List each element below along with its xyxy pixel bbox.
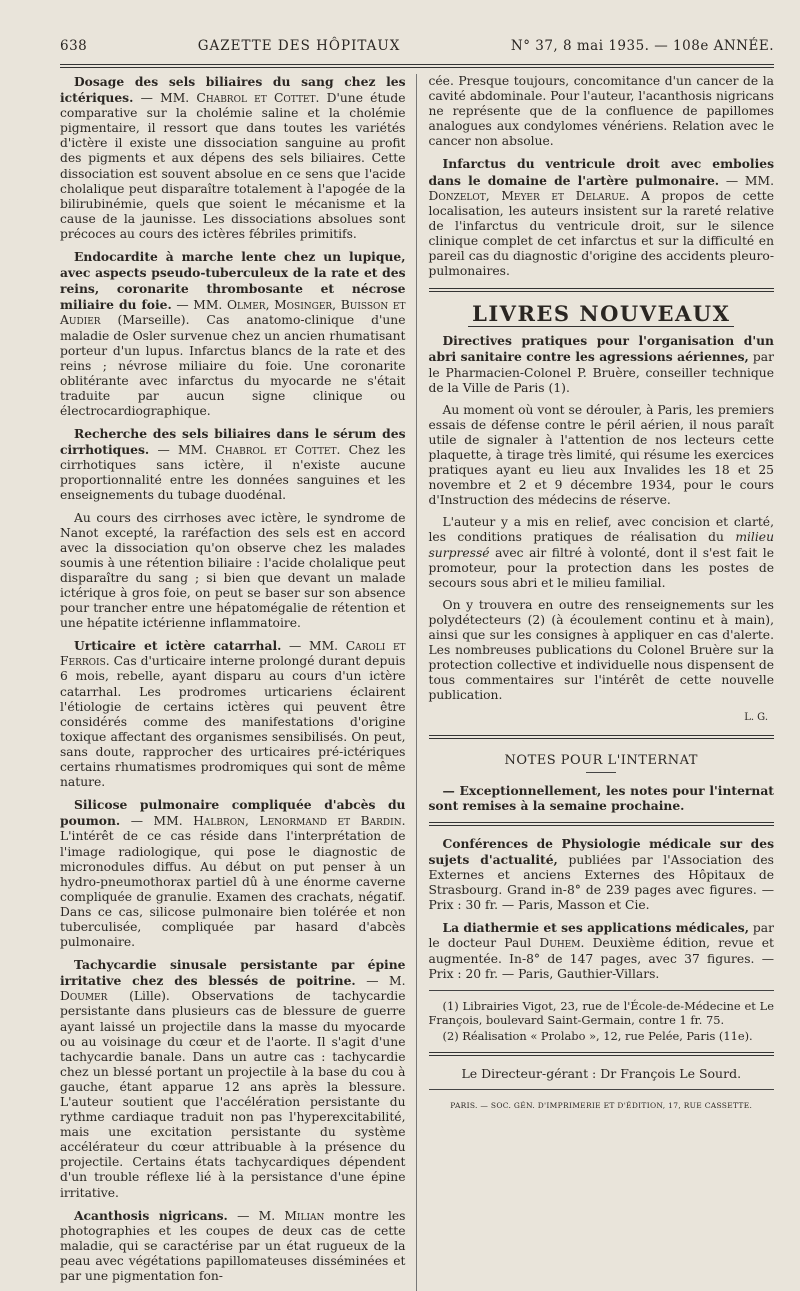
- footnote-2: (2) Réalisation « Prolabo », 12, rue Pelée, Paris (11e).: [442, 1028, 753, 1043]
- article-authors: M. Doumer: [60, 974, 406, 1004]
- section-separator: [429, 1052, 775, 1056]
- book-description: Deuxième édition, revue et augmentée. In-8° de 147 pages, avec 37 figures. — Prix : 20 fr. — Paris, Gauthier-Villars.: [428, 936, 774, 981]
- printer-imprint: PARIS. — SOC. GÉN. D'IMPRIMERIE ET D'ÉDITION, 17, RUE CASSETTE.: [450, 1100, 753, 1110]
- review-paragraph: On y trouvera en outre des renseignements sur les polydétecteurs (2) (à écoulement continu et à main), ainsi que sur les consignes à appliquer en cas d'alerte. Les nombreuses publications du Colonel Bruère sur la protection collective et individuelle nous dispensent de tous commentaires sur l'intérêt de cette nouvelle publication.: [428, 597, 774, 703]
- book-title: Conférences de Physiologie médicale sur des sujets d'actualité,: [428, 835, 774, 867]
- article-title: Acanthosis nigricans.: [74, 1207, 228, 1223]
- article-authors: M. Milian: [258, 1208, 325, 1223]
- left-column: [60, 74, 417, 1291]
- book-description: publiées par l'Association des Externes et anciens Externes des Hôpitaux de Strasbourg. Grand in-8° de 239 pages avec figures. — Prix : 30 fr. — Paris, Masson et Cie.: [428, 852, 774, 913]
- section-separator: [429, 822, 775, 826]
- section-separator: [429, 288, 775, 292]
- article-endocardite: Endocardite à marche lente chez un lupique, avec aspects pseudo-tuberculeux de la rate et des reins, coronarite thrombosante et nécrose miliaire du foie. — MM. Olmer, Mosinger, Buisson et Audier (Marseille). Cas anatomo-clinique d'une maladie de Osler survenue chez un ancien rhumatisant porteur d'un lupus. Infarctus blancs de la rate et des reins ; névrose miliaire du foie. Une coronarite oblitérante avec infarctus du myocarde ne s'était traduite par aucun signe clinique ou électrocardiographique.: [60, 249, 406, 418]
- book-authors: par le Pharmacien-Colonel P. Bruère, conseiller technique de la Ville de Paris (1).: [428, 350, 774, 395]
- section-separator: [429, 735, 775, 739]
- article-title: Infarctus du ventricule droit avec embolies dans le domaine de l'artère pulmonaire.: [428, 156, 774, 188]
- article-body: D'une étude comparative sur la cholémie saline et la cholémie pigmentaire, il ressort que dans toutes les variétés d'ictère il existe une dissociation sanguine au profit des pigments et aux dépens des sels biliaires. Cette dissociation est souvent absolue en ce sens que l'acide cholalique peut disparaître totalement à l'apogée de la bilirubinémie, quels que soient le mécanisme et la cause de la jaunisse. Les dissociations absolues sont précoces au cours des ictères fébriles primitifs.: [60, 91, 406, 241]
- article-cirrhotiques: Recherche des sels biliaires dans le sérum des cirrhotiques. — MM. Chabrol et Cottet. Chez les cirrhotiques sans ictère, il n'existe aucune proportionnalité entre les données sanguines et les enseignements du tubage duodénal.: [60, 426, 406, 503]
- review-signature: L. G.: [744, 712, 768, 724]
- imprint-rule: [429, 1089, 775, 1090]
- article-body: montre les photographies et les coupes de deux cas de cette maladie, qui se caractérise par un état rugueux de la peau avec végétations papillomateuses disséminées et par une pigmentation fon-: [60, 1208, 406, 1284]
- director-line: Le Directeur-gérant : Dr François Le Sourd.: [461, 1065, 742, 1081]
- page-number: 638: [60, 38, 88, 54]
- notes-text: — Exceptionnellement, les notes pour l'internat sont remises à la semaine prochaine.: [428, 782, 774, 813]
- review-paragraph: L'auteur y a mis en relief, avec concision et clarté, les conditions pratiques de réalisation du milieu surpressé avec air filtré à volonté, dont il s'est fait le promoteur, pour la protection dans les postes de secours sous abri et le milieu familial.: [428, 515, 774, 590]
- columns: [60, 74, 774, 1291]
- article-cirrhotiques-cont: Au cours des cirrhoses avec ictère, le syndrome de Nanot excepté, la raréfaction des sels est en accord avec la dissociation qu'on observe chez les malades soumis à une rétention biliaire : l'acide cholalique peut disparaître du sang ; si bien que devant un malade ictérique à gros foie, on peut se baser sur son absence pour trancher entre une hépatomégalie de rétention et une hépatite ictérienne inflammatoire.: [60, 510, 406, 631]
- article-title: Tachycardie sinusale persistante par épine irritative chez des blessés de poitrine.: [60, 957, 406, 989]
- article-authors: MM. Caroli et Ferrois.: [60, 639, 406, 669]
- article-infarctus: Infarctus du ventricule droit avec embolies dans le domaine de l'artère pulmonaire. — MM. Donzelot, Meyer et Delarue. A propos de cette localisation, les auteurs insistent sur la rareté relative de l'infarctus du ventricule droit, sur le silence clinique complet de cet infarctus et sur la difficulté en pareil cas du diagnostic d'origine des accidents pleuro-pulmonaires.: [428, 156, 774, 279]
- article-acanthosis: Acanthosis nigricans. — M. Milian montre les photographies et les coupes de deux cas de cette maladie, qui se caractérise par un état rugueux de la peau avec végétations papillomateuses disséminées et par une pigmentation fon-: [60, 1207, 406, 1284]
- footnote-1: (1) Librairies Vigot, 23, rue de l'École-de-Médecine et Le François, boulevard Saint-Germain, contre 1 fr. 75.: [428, 998, 774, 1027]
- section-heading-notes: NOTES POUR L'INTERNAT: [504, 752, 698, 768]
- footnote-rule: [429, 990, 775, 991]
- article-authors: MM. Olmer, Mosinger, Buisson et Audier: [60, 298, 406, 328]
- article-authors: MM. Chabrol et Cottet.: [178, 443, 341, 458]
- review-paragraph: Au moment où vont se dérouler, à Paris, les premiers essais de défense contre le péril aérien, il nous paraît utile de signaler à l'attention de nos lecteurs cette plaquette, à tirage très limité, qui résume les exercices pratiques ayant eu lieu aux Invalides les 18 et 25 novembre et 2 et 9 décembre 1934, pour le cours d'Instruction des médecins de réserve.: [428, 402, 774, 508]
- article-authors: MM. Donzelot, Meyer et Delarue.: [428, 173, 774, 203]
- book-author: Duhem.: [539, 936, 585, 951]
- journal-title: GAZETTE DES HÔPITAUX: [197, 38, 401, 54]
- article-body: Cas d'urticaire interne prolongé durant depuis 6 mois, rebelle, ayant disparu au cours d'un ictère catarrhal. Les prodromes urticariens éclairent l'étiologie de certains ictères qui peuvent être considérés comme des manifestations d'origine toxique affectant des organismes sensibilisés. On peut, sans doute, rapprocher des urticaires pré-ictériques certains rhumatismes prodromiques qui sont de même nature.: [60, 654, 406, 790]
- short-rule: [586, 772, 616, 773]
- book-title: Directives pratiques pour l'organisation d'un abri sanitaire contre les agressions aériennes,: [428, 333, 774, 365]
- article-body: Cas anatomo-clinique d'une maladie de Osler survenue chez un ancien rhumatisant porteur d'un lupus. Infarctus blancs de la rate et des reins ; névrose miliaire du foie. Une coronarite oblitérante avec infarctus du myocarde ne s'était traduite par aucun signe clinique ou électrocardiographique.: [60, 313, 406, 418]
- article-title: Silicose pulmonaire compliquée d'abcès du poumon.: [60, 797, 406, 829]
- article-body: L'intérêt de ce cas réside dans l'interprétation de l'image radiologique, qui pose le diagnostic de micronodules diffus. Au début on put penser à un hydro-pneumothorax partiel dû à une énorme caverne compliquée de granulie. Examen des crachats, négatif. Dans ce cas, silicose pulmonaire bien tolérée et non tuberculisée, compliquée par hasard d'abcès pulmonaire.: [60, 829, 406, 950]
- article-body: Observations de tachycardie persistante dans plusieurs cas de blessure de guerre ayant laissé un projectile dans la masse du myocarde ou au voisinage du cœur et de l'aorte. Il s'agit d'une tachycardie banale. Dans un autre cas : tachycardie chez un blessé portant un projectile à la base du cou à gauche, étant apparue 12 ans après la blessure. L'auteur soutient que l'accélération persistante du rythme cardiaque traduit non pas l'hyperexcitabilité, mais une excitation persistante du système accélérateur du cœur attribuable à la présence du projectile. Certains états tachycardiques dépendent d'un trouble réflexe lié à la persistance d'une épine irritative.: [60, 989, 406, 1200]
- article-body: A propos de cette localisation, les auteurs insistent sur la rareté relative de l'infarctus du ventricule droit, sur le silence clinique complet de cet infarctus et sur la difficulté en pareil cas du diagnostic d'origine des accidents pleuro-pulmonaires.: [428, 188, 774, 279]
- page-header: [60, 38, 774, 60]
- article-tachycardie: Tachycardie sinusale persistante par épine irritative chez des blessés de poitrine. — M. Doumer (Lille). Observations de tachycardie persistante dans plusieurs cas de blessure de guerre ayant laissé un projectile dans la masse du myocarde ou au voisinage du cœur et de l'aorte. Il s'agit d'une tachycardie banale. Dans un autre cas : tachycardie chez un blessé portant un projectile à la base du cou à gauche, étant apparue 12 ans après la blessure. L'auteur soutient que l'accélération persistante du rythme cardiaque traduit non pas l'hyperexcitabilité, mais une excitation persistante du système accélérateur du cœur attribuable à la présence du projectile. Certains états tachycardiques dépendent d'un trouble réflexe lié à la persistance d'une épine irritative.: [60, 957, 406, 1200]
- header-rule: [60, 64, 774, 68]
- right-column: [429, 74, 775, 1291]
- issue-info: N° 37, 8 mai 1935. — 108e ANNÉE.: [510, 38, 774, 54]
- article-acanthosis-cont: cée. Presque toujours, concomitance d'un cancer de la cavité abdominale. Pour l'auteur, l'acanthosis nigricans ne représente que de la confluence de papillomes analogues aux condylomes vénériens. Relation avec le cancer non absolue.: [428, 74, 774, 149]
- article-place: (Lille).: [129, 989, 170, 1004]
- book-review-directives: [429, 333, 775, 395]
- article-title: Dosage des sels biliaires du sang chez les ictériques.: [60, 74, 406, 106]
- section-heading-livres: LIVRES NOUVEAUX: [429, 306, 775, 321]
- article-cholemie: Dosage des sels biliaires du sang chez les ictériques. — MM. Chabrol et Cottet. D'une étude comparative sur la cholémie saline et la cholémie pigmentaire, il ressort que dans toutes les variétés d'ictère il existe une dissociation sanguine au profit des pigments et aux dépens des sels biliaires. Cette dissociation est souvent absolue en ce sens que l'acide cholalique peut disparaître totalement à l'apogée de la bilirubinémie, quels que soient le mécanisme et la cause de la jaunisse. Les dissociations absolues sont précoces au cours des ictères fébriles primitifs.: [60, 74, 406, 241]
- article-place: (Marseille).: [117, 313, 190, 328]
- footnotes: [429, 999, 775, 1043]
- article-title: Urticaire et ictère catarrhal.: [74, 638, 282, 654]
- book-conferences: [429, 836, 775, 913]
- article-body: Chez les cirrhotiques sans ictère, il n'existe aucune proportionnalité entre les données sanguines et les enseignements du tubage duodénal.: [60, 443, 406, 503]
- article-authors: MM. Chabrol et Cottet.: [160, 91, 320, 106]
- article-silicose: Silicose pulmonaire compliquée d'abcès du poumon. — MM. Halbron, Lenormand et Bardin. L'intérêt de ce cas réside dans l'interprétation de l'image radiologique, qui pose le diagnostic de micronodules diffus. Au début on put penser à un hydro-pneumothorax partiel dû à une énorme caverne compliquée de granulie. Examen des crachats, négatif. Dans ce cas, silicose pulmonaire bien tolérée et non tuberculisée, compliquée par hasard d'abcès pulmonaire.: [60, 797, 406, 950]
- book-title: La diathermie et ses applications médicales,: [442, 920, 749, 936]
- article-urticaire: Urticaire et ictère catarrhal. — MM. Caroli et Ferrois. Cas d'urticaire interne prolongé durant depuis 6 mois, rebelle, ayant disparu au cours d'un ictère catarrhal. Les prodromes urticariens éclairent l'étiologie de certains ictères qui peuvent être considérés comme des manifestations d'origine toxique affectant des organismes sensibilisés. On peut, sans doute, rapprocher des urticaires pré-ictériques certains rhumatismes prodromiques qui sont de même nature.: [60, 638, 406, 790]
- article-title: Recherche des sels biliaires dans le sérum des cirrhotiques.: [60, 426, 406, 458]
- article-authors: MM. Halbron, Lenormand et Bardin.: [153, 814, 406, 829]
- article-title: Endocardite à marche lente chez un lupique, avec aspects pseudo-tuberculeux de la rate et des reins, coronarite thrombosante et nécrose miliaire du foie.: [60, 249, 406, 313]
- emphasis: milieu surpressé: [428, 530, 774, 560]
- book-diathermie: La diathermie et ses applications médicales, par le docteur Paul Duhem. Deuxième édition, revue et augmentée. In-8° de 147 pages, avec 37 figures. — Prix : 20 fr. — Paris, Gauthier-Villars.: [428, 920, 775, 981]
